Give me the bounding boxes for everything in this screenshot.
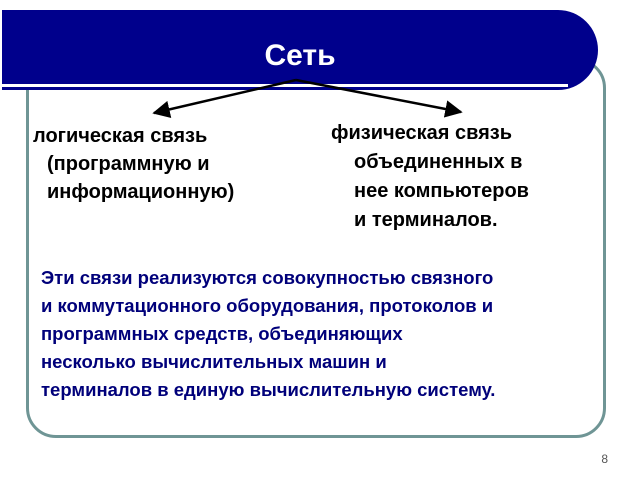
physical-link-line: и терминалов. (354, 209, 498, 231)
slide-title: Сеть (264, 39, 336, 72)
description-line: программных средств, объединяющих (41, 323, 403, 344)
physical-link-line: физическая связь (331, 122, 513, 144)
logical-link-line: (программную и (47, 153, 210, 175)
description-line: Эти связи реализуются совокупностью связного (41, 267, 494, 288)
description-line: и коммутационного оборудования, протоколов и (41, 295, 494, 316)
logical-link-line: информационную) (47, 181, 235, 203)
arrow-to-logical-link (154, 80, 296, 113)
physical-link-line: нее компьютеров (354, 180, 529, 202)
page-number: 8 (601, 452, 608, 466)
description-line: несколько вычислительных машин и (41, 351, 387, 372)
logical-link-line: логическая связь (33, 125, 208, 147)
arrow-to-physical-link (296, 80, 461, 112)
physical-link-line: объединенных в (354, 151, 523, 173)
network-description (41, 264, 601, 404)
logical-link-text (33, 122, 303, 206)
description-line: терминалов в единую вычислительную систему. (41, 379, 496, 400)
physical-link-text (331, 119, 601, 235)
